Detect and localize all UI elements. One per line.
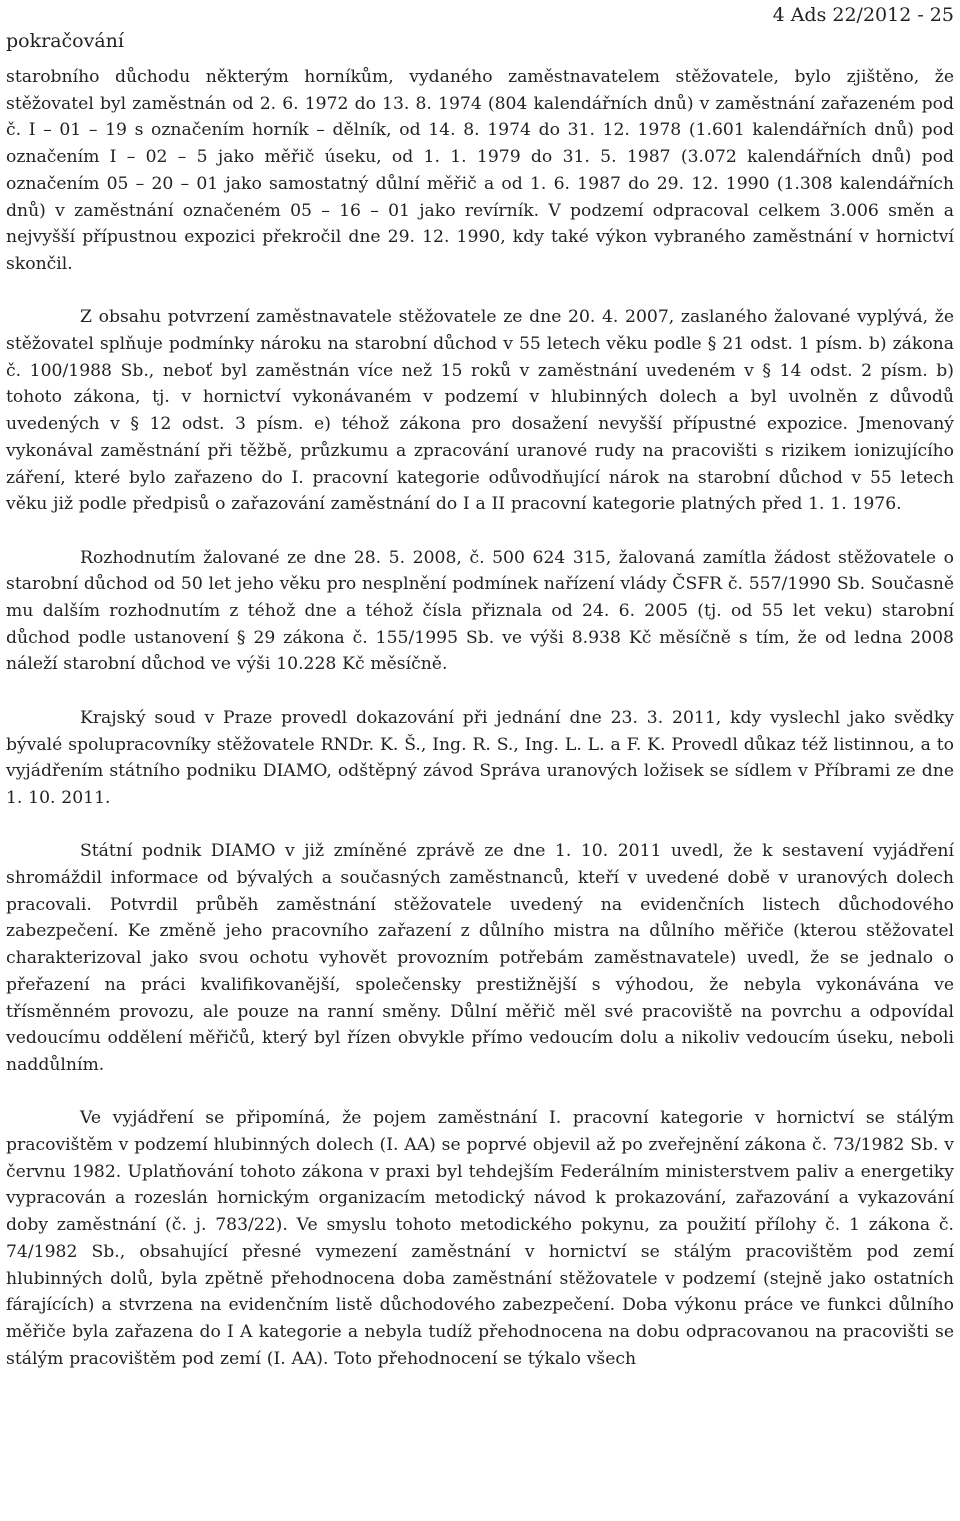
paragraph-decision: Rozhodnutím žalované ze dne 28. 5. 2008, č. 500 624 315, žalovaná zamítla žádost stěžovatele o starobní důchod od 50 let jeho věku pro nesplnění podmínek nařízení vlády ČSFR č. 557/1990 Sb. Současně mu dalším rozhodnutím z téhož dne a téhož čísla přiznala od 24. 6. 2005 (tj. od 55 let veku) starobní důchod podle ustanovení § 29 zákona č. 155/1995 Sb. ve výši 8.938 Kč měsíčně s tím, že od ledna 2008 náleží starobní důchod ve výši 10.228 Kč měsíčně.: [6, 547, 954, 675]
paragraph-diamo-report: Státní podnik DIAMO v již zmíněné zprávě ze dne 1. 10. 2011 uvedl, že k sestavení vyjádření shromáždil informace od bývalých a současných zaměstnanců, kteří v uvedené době v uranových dolech pracovali. Potvrdil průběh zaměstnání stěžovatele uvedený na evidenčních listech důchodového zabezpečení. Ke změně jeho pracovního zařazení z důlního mistra na důlního měřiče (kterou stěžovatel charakterizoval jako svou ochotu vyhovět provozním potřebám zaměstnavatele) uvedl, že se jednalo o přeřazení na práci kvalifikovanější, společensky prestižnější s výhodou, že nebyla vykonávána ve třísměnném provozu, ale pouze na ranní směny. Důlní měřič měl své pracoviště na povrchu a odpovídal vedoucímu oddělení měřičů, který byl řízen obvykle přímo vedoucím dolu a nikoliv vedoucím úseku, neboli naddůlním.: [6, 841, 954, 1075]
document-body: [6, 64, 954, 1399]
paragraph-statement: Ve vyjádření se připomíná, že pojem zaměstnání I. pracovní kategorie v hornictví se stálým pracovištěm v podzemí hlubinných dolech (I. AA) se poprvé objevil až po zveřejnění zákona č. 73/1982 Sb. v červnu 1982. Uplatňování tohoto zákona v praxi byl tehdejším Federálním ministerstvem paliv a energetiky vypracován a rozeslán hornickým organizacím metodický návod k prokazování, zařazování a vykazování doby zaměstnání (č. j. 783/22). Ve smyslu tohoto metodického pokynu, za použití přílohy č. 1 zákona č. 74/1982 Sb., obsahující přesné vymezení zaměstnání v hornictví se stálým pracovištěm pod zemí hlubinných dolů, byla zpětně přehodnocena doba zaměstnání stěžovatele v podzemí (stejně jako ostatních fárajících) a stvrzena na evidenčním listě důchodového zabezpečení. Doba výkonu práce ve funkci důlního měřiče byla zařazena do I A kategorie a nebyla tudíž přehodnocena na dobu odpracovanou na pracovišti se stálým pracovištěm pod zemí (I. AA). Toto přehodnocení se týkalo všech: [6, 1108, 954, 1369]
page-header: [0, 0, 960, 64]
paragraph-employer-confirmation: Z obsahu potvrzení zaměstnavatele stěžovatele ze dne 20. 4. 2007, zaslaného žalované vyplývá, že stěžovatel splňuje podmínky nároku na starobní důchod v 55 letech věku podle § 21 odst. 1 písm. b) zákona č. 100/1988 Sb., neboť byl zaměstnán více než 15 roků v zaměstnání uvedeném v § 14 odst. 2 písm. b) tohoto zákona, tj. v hornictví vykonávaném v podzemí v hlubinných dolech a byl uvolněn z důvodů uvedených v § 12 odst. 3 písm. e) téhož zákona pro dosažení nevyšší přípustné expozice. Jmenovaný vykonával zaměstnání při těžbě, průzkumu a zpracování uranové rudy na pracovišti s rizikem ionizujícího záření, které bylo zařazeno do I. pracovní kategorie odůvodňující nárok na starobní důchod v 55 letech věku již podle předpisů o zařazování zaměstnání do I a II pracovní kategorie platných před 1. 1. 1976.: [6, 307, 954, 515]
continuation-label: pokračování: [6, 30, 124, 52]
paragraph-employment-history: starobního důchodu některým horníkům, vydaného zaměstnavatelem stěžovatele, bylo zjištěno, že stěžovatel byl zaměstnán od 2. 6. 1972 do 13. 8. 1974 (804 kalendářních dnů) v zaměstnání zařazeném pod č. I – 01 – 19 s označením horník – dělník, od 14. 8. 1974 do 31. 12. 1978 (1.601 kalendářních dnů) pod označením I – 02 – 5 jako měřič úseku, od 1. 1. 1979 do 31. 5. 1987 (3.072 kalendářních dnů) pod označením 05 – 20 – 01 jako samostatný důlní měřič a od 1. 6. 1987 do 29. 12. 1990 (1.308 kalendářních dnů) v zaměstnání označeném 05 – 16 – 01 jako revírník. V podzemí odpracoval celkem 3.006 směn a nejvyšší přípustnou expozici překročil dne 29. 12. 1990, kdy také výkon vybraného zaměstnání v hornictví skončil.: [6, 67, 954, 274]
case-number: 4 Ads 22/2012 - 25: [772, 4, 954, 26]
paragraph-regional-court: Krajský soud v Praze provedl dokazování při jednání dne 23. 3. 2011, kdy vyslechl jako svědky bývalé spolupracovníky stěžovatele RNDr. K. Š., Ing. R. S., Ing. L. L. a F. K. Provedl důkaz též listinnou, a to vyjádřením státního podniku DIAMO, odštěpný závod Správa uranových ložisek se sídlem v Příbrami ze dne 1. 10. 2011.: [6, 707, 954, 808]
